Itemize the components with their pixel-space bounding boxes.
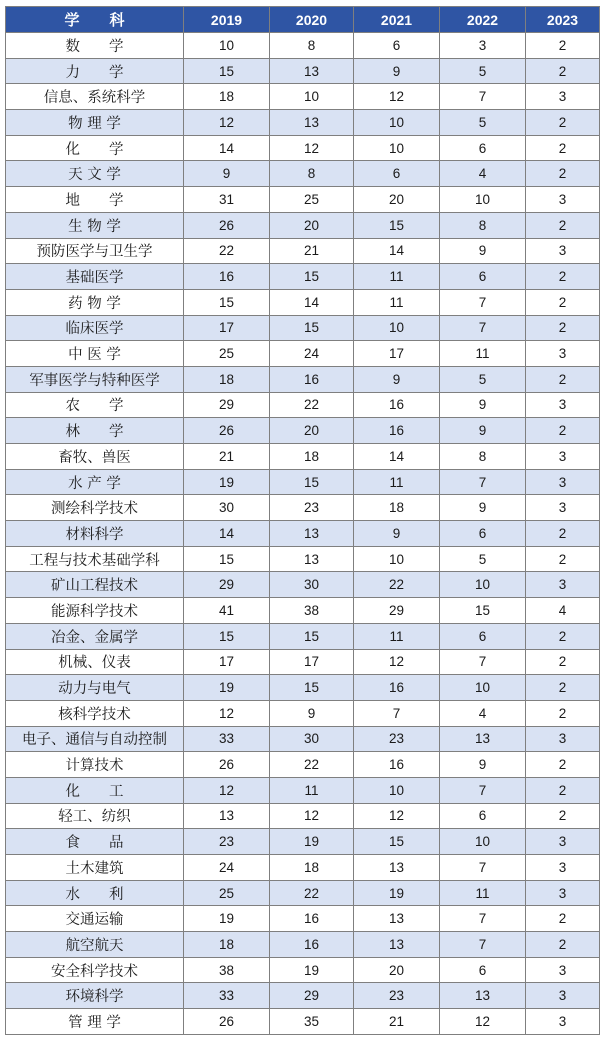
table-row xyxy=(6,444,600,470)
value-2019-cell: 29 xyxy=(184,392,270,418)
value-2022-cell: 7 xyxy=(440,649,526,675)
value-2020-cell: 13 xyxy=(270,546,354,572)
table-row xyxy=(6,906,600,932)
value-2019-cell: 15 xyxy=(184,623,270,649)
subject-cell: 信息、系统科学 xyxy=(6,84,184,110)
value-2022-cell: 7 xyxy=(440,469,526,495)
value-2023-cell: 3 xyxy=(526,855,600,881)
value-2022-cell: 7 xyxy=(440,777,526,803)
value-2020-cell: 15 xyxy=(270,469,354,495)
value-2022-cell: 8 xyxy=(440,444,526,470)
table-row xyxy=(6,932,600,958)
value-2019-cell: 14 xyxy=(184,135,270,161)
table-row xyxy=(6,135,600,161)
value-2023-cell: 2 xyxy=(526,752,600,778)
table-body xyxy=(6,33,600,1035)
value-2020-cell: 22 xyxy=(270,752,354,778)
table-row xyxy=(6,289,600,315)
table-row xyxy=(6,161,600,187)
value-2023-cell: 2 xyxy=(526,546,600,572)
subject-cell: 材料科学 xyxy=(6,521,184,547)
value-2020-cell: 19 xyxy=(270,957,354,983)
value-2023-cell: 3 xyxy=(526,1009,600,1035)
value-2023-cell: 2 xyxy=(526,418,600,444)
value-2020-cell: 29 xyxy=(270,983,354,1009)
value-2023-cell: 2 xyxy=(526,161,600,187)
value-2022-cell: 7 xyxy=(440,932,526,958)
value-2021-cell: 29 xyxy=(354,598,440,624)
value-2022-cell: 4 xyxy=(440,700,526,726)
value-2021-cell: 11 xyxy=(354,469,440,495)
value-2020-cell: 22 xyxy=(270,880,354,906)
subject-cell: 食 品 xyxy=(6,829,184,855)
table-row xyxy=(6,623,600,649)
value-2021-cell: 14 xyxy=(354,444,440,470)
value-2019-cell: 30 xyxy=(184,495,270,521)
subject-cell: 水 利 xyxy=(6,880,184,906)
value-2021-cell: 16 xyxy=(354,418,440,444)
value-2022-cell: 13 xyxy=(440,726,526,752)
value-2023-cell: 2 xyxy=(526,315,600,341)
value-2020-cell: 38 xyxy=(270,598,354,624)
value-2022-cell: 7 xyxy=(440,289,526,315)
value-2019-cell: 26 xyxy=(184,752,270,778)
value-2021-cell: 10 xyxy=(354,315,440,341)
value-2022-cell: 6 xyxy=(440,803,526,829)
value-2022-cell: 6 xyxy=(440,623,526,649)
value-2022-cell: 10 xyxy=(440,675,526,701)
value-2020-cell: 8 xyxy=(270,33,354,59)
table-row xyxy=(6,469,600,495)
value-2019-cell: 18 xyxy=(184,366,270,392)
value-2019-cell: 12 xyxy=(184,777,270,803)
value-2020-cell: 13 xyxy=(270,58,354,84)
value-2021-cell: 10 xyxy=(354,546,440,572)
value-2021-cell: 12 xyxy=(354,84,440,110)
value-2023-cell: 3 xyxy=(526,238,600,264)
subject-cell: 生 物 学 xyxy=(6,212,184,238)
value-2021-cell: 20 xyxy=(354,957,440,983)
value-2023-cell: 2 xyxy=(526,803,600,829)
value-2021-cell: 18 xyxy=(354,495,440,521)
subject-cell: 基础医学 xyxy=(6,264,184,290)
value-2020-cell: 15 xyxy=(270,623,354,649)
value-2019-cell: 9 xyxy=(184,161,270,187)
value-2022-cell: 9 xyxy=(440,238,526,264)
value-2022-cell: 13 xyxy=(440,983,526,1009)
value-2020-cell: 25 xyxy=(270,187,354,213)
table-row xyxy=(6,803,600,829)
table-row xyxy=(6,957,600,983)
column-header-2023: 2023 xyxy=(526,7,600,33)
value-2021-cell: 16 xyxy=(354,675,440,701)
value-2023-cell: 3 xyxy=(526,469,600,495)
subject-cell: 天 文 学 xyxy=(6,161,184,187)
value-2020-cell: 14 xyxy=(270,289,354,315)
value-2020-cell: 35 xyxy=(270,1009,354,1035)
value-2021-cell: 20 xyxy=(354,187,440,213)
value-2019-cell: 25 xyxy=(184,880,270,906)
table-row xyxy=(6,829,600,855)
value-2020-cell: 15 xyxy=(270,315,354,341)
value-2019-cell: 23 xyxy=(184,829,270,855)
value-2019-cell: 24 xyxy=(184,855,270,881)
table-row xyxy=(6,880,600,906)
value-2019-cell: 18 xyxy=(184,84,270,110)
value-2023-cell: 2 xyxy=(526,212,600,238)
table-row xyxy=(6,572,600,598)
table-row xyxy=(6,598,600,624)
value-2020-cell: 12 xyxy=(270,135,354,161)
subject-cell: 安全科学技术 xyxy=(6,957,184,983)
value-2019-cell: 12 xyxy=(184,110,270,136)
value-2021-cell: 10 xyxy=(354,135,440,161)
value-2019-cell: 15 xyxy=(184,289,270,315)
value-2019-cell: 17 xyxy=(184,315,270,341)
table-row xyxy=(6,366,600,392)
value-2021-cell: 11 xyxy=(354,264,440,290)
value-2021-cell: 11 xyxy=(354,623,440,649)
table-row xyxy=(6,315,600,341)
value-2022-cell: 7 xyxy=(440,855,526,881)
table-row xyxy=(6,700,600,726)
value-2019-cell: 26 xyxy=(184,418,270,444)
value-2023-cell: 3 xyxy=(526,84,600,110)
value-2020-cell: 19 xyxy=(270,829,354,855)
subject-cell: 交通运输 xyxy=(6,906,184,932)
value-2023-cell: 2 xyxy=(526,700,600,726)
table-row xyxy=(6,1009,600,1035)
subject-cell: 水 产 学 xyxy=(6,469,184,495)
value-2023-cell: 2 xyxy=(526,110,600,136)
value-2020-cell: 15 xyxy=(270,675,354,701)
subject-cell: 核科学技术 xyxy=(6,700,184,726)
subject-cell: 化 工 xyxy=(6,777,184,803)
subject-cell: 临床医学 xyxy=(6,315,184,341)
table-row xyxy=(6,212,600,238)
table-row xyxy=(6,187,600,213)
value-2022-cell: 5 xyxy=(440,58,526,84)
value-2023-cell: 2 xyxy=(526,264,600,290)
value-2020-cell: 24 xyxy=(270,341,354,367)
value-2021-cell: 7 xyxy=(354,700,440,726)
value-2023-cell: 2 xyxy=(526,289,600,315)
value-2023-cell: 3 xyxy=(526,726,600,752)
value-2022-cell: 5 xyxy=(440,110,526,136)
value-2020-cell: 17 xyxy=(270,649,354,675)
value-2020-cell: 12 xyxy=(270,803,354,829)
subject-cell: 管 理 学 xyxy=(6,1009,184,1035)
value-2020-cell: 16 xyxy=(270,366,354,392)
subject-cell: 矿山工程技术 xyxy=(6,572,184,598)
value-2019-cell: 19 xyxy=(184,469,270,495)
value-2019-cell: 17 xyxy=(184,649,270,675)
subject-cell: 化 学 xyxy=(6,135,184,161)
value-2022-cell: 5 xyxy=(440,366,526,392)
value-2019-cell: 33 xyxy=(184,983,270,1009)
value-2023-cell: 2 xyxy=(526,932,600,958)
column-header-2019: 2019 xyxy=(184,7,270,33)
value-2019-cell: 15 xyxy=(184,546,270,572)
value-2023-cell: 3 xyxy=(526,957,600,983)
subject-cell: 电子、通信与自动控制 xyxy=(6,726,184,752)
value-2022-cell: 6 xyxy=(440,957,526,983)
value-2021-cell: 11 xyxy=(354,289,440,315)
table-row xyxy=(6,418,600,444)
value-2022-cell: 10 xyxy=(440,829,526,855)
subject-cell: 军事医学与特种医学 xyxy=(6,366,184,392)
value-2022-cell: 15 xyxy=(440,598,526,624)
table-row xyxy=(6,264,600,290)
value-2021-cell: 17 xyxy=(354,341,440,367)
value-2021-cell: 15 xyxy=(354,829,440,855)
value-2019-cell: 26 xyxy=(184,1009,270,1035)
value-2023-cell: 3 xyxy=(526,341,600,367)
value-2019-cell: 38 xyxy=(184,957,270,983)
value-2022-cell: 6 xyxy=(440,521,526,547)
table-row xyxy=(6,341,600,367)
table-row xyxy=(6,521,600,547)
value-2023-cell: 3 xyxy=(526,572,600,598)
value-2019-cell: 33 xyxy=(184,726,270,752)
value-2021-cell: 10 xyxy=(354,777,440,803)
value-2020-cell: 21 xyxy=(270,238,354,264)
value-2023-cell: 4 xyxy=(526,598,600,624)
value-2022-cell: 9 xyxy=(440,418,526,444)
value-2022-cell: 9 xyxy=(440,752,526,778)
value-2019-cell: 26 xyxy=(184,212,270,238)
value-2020-cell: 9 xyxy=(270,700,354,726)
value-2020-cell: 15 xyxy=(270,264,354,290)
value-2019-cell: 41 xyxy=(184,598,270,624)
value-2020-cell: 16 xyxy=(270,932,354,958)
value-2021-cell: 22 xyxy=(354,572,440,598)
value-2022-cell: 8 xyxy=(440,212,526,238)
value-2020-cell: 18 xyxy=(270,444,354,470)
value-2023-cell: 2 xyxy=(526,521,600,547)
subject-cell: 预防医学与卫生学 xyxy=(6,238,184,264)
table-row xyxy=(6,649,600,675)
value-2019-cell: 25 xyxy=(184,341,270,367)
table-row xyxy=(6,84,600,110)
subject-cell: 冶金、金属学 xyxy=(6,623,184,649)
subject-cell: 测绘科学技术 xyxy=(6,495,184,521)
column-header-2020: 2020 xyxy=(270,7,354,33)
subject-cell: 物 理 学 xyxy=(6,110,184,136)
subject-cell: 土木建筑 xyxy=(6,855,184,881)
value-2021-cell: 15 xyxy=(354,212,440,238)
value-2019-cell: 16 xyxy=(184,264,270,290)
subject-cell: 航空航天 xyxy=(6,932,184,958)
subject-cell: 动力与电气 xyxy=(6,675,184,701)
value-2021-cell: 13 xyxy=(354,906,440,932)
table-row xyxy=(6,752,600,778)
value-2020-cell: 8 xyxy=(270,161,354,187)
subject-cell: 机械、仪表 xyxy=(6,649,184,675)
value-2019-cell: 31 xyxy=(184,187,270,213)
table-row xyxy=(6,495,600,521)
value-2020-cell: 30 xyxy=(270,572,354,598)
table-row xyxy=(6,726,600,752)
subject-cell: 农 学 xyxy=(6,392,184,418)
table-row xyxy=(6,777,600,803)
table-row xyxy=(6,58,600,84)
value-2023-cell: 2 xyxy=(526,675,600,701)
value-2021-cell: 12 xyxy=(354,649,440,675)
value-2022-cell: 6 xyxy=(440,264,526,290)
value-2022-cell: 7 xyxy=(440,906,526,932)
value-2021-cell: 21 xyxy=(354,1009,440,1035)
value-2021-cell: 6 xyxy=(354,161,440,187)
value-2020-cell: 20 xyxy=(270,418,354,444)
value-2020-cell: 10 xyxy=(270,84,354,110)
value-2019-cell: 19 xyxy=(184,675,270,701)
subject-cell: 畜牧、兽医 xyxy=(6,444,184,470)
value-2022-cell: 9 xyxy=(440,392,526,418)
table-row xyxy=(6,392,600,418)
value-2021-cell: 13 xyxy=(354,932,440,958)
subject-cell: 中 医 学 xyxy=(6,341,184,367)
value-2023-cell: 2 xyxy=(526,623,600,649)
column-header-2021: 2021 xyxy=(354,7,440,33)
subject-cell: 计算技术 xyxy=(6,752,184,778)
value-2022-cell: 5 xyxy=(440,546,526,572)
value-2022-cell: 10 xyxy=(440,187,526,213)
value-2021-cell: 9 xyxy=(354,521,440,547)
table-row xyxy=(6,855,600,881)
value-2023-cell: 3 xyxy=(526,444,600,470)
value-2023-cell: 3 xyxy=(526,495,600,521)
value-2023-cell: 2 xyxy=(526,777,600,803)
value-2023-cell: 2 xyxy=(526,649,600,675)
value-2020-cell: 23 xyxy=(270,495,354,521)
value-2021-cell: 6 xyxy=(354,33,440,59)
value-2023-cell: 2 xyxy=(526,33,600,59)
value-2019-cell: 21 xyxy=(184,444,270,470)
value-2023-cell: 3 xyxy=(526,187,600,213)
value-2023-cell: 3 xyxy=(526,829,600,855)
value-2022-cell: 11 xyxy=(440,341,526,367)
discipline-year-table xyxy=(5,6,600,1035)
value-2021-cell: 16 xyxy=(354,752,440,778)
table-row xyxy=(6,983,600,1009)
value-2019-cell: 19 xyxy=(184,906,270,932)
value-2019-cell: 12 xyxy=(184,700,270,726)
value-2019-cell: 14 xyxy=(184,521,270,547)
value-2021-cell: 10 xyxy=(354,110,440,136)
value-2021-cell: 13 xyxy=(354,855,440,881)
value-2020-cell: 13 xyxy=(270,521,354,547)
value-2020-cell: 30 xyxy=(270,726,354,752)
value-2019-cell: 18 xyxy=(184,932,270,958)
value-2022-cell: 6 xyxy=(440,135,526,161)
value-2021-cell: 12 xyxy=(354,803,440,829)
subject-cell: 数 学 xyxy=(6,33,184,59)
value-2022-cell: 10 xyxy=(440,572,526,598)
value-2020-cell: 20 xyxy=(270,212,354,238)
value-2021-cell: 9 xyxy=(354,366,440,392)
value-2020-cell: 11 xyxy=(270,777,354,803)
value-2022-cell: 3 xyxy=(440,33,526,59)
column-header-2022: 2022 xyxy=(440,7,526,33)
table-row xyxy=(6,238,600,264)
subject-cell: 轻工、纺织 xyxy=(6,803,184,829)
value-2021-cell: 19 xyxy=(354,880,440,906)
value-2019-cell: 10 xyxy=(184,33,270,59)
value-2021-cell: 14 xyxy=(354,238,440,264)
value-2023-cell: 2 xyxy=(526,906,600,932)
subject-cell: 环境科学 xyxy=(6,983,184,1009)
value-2023-cell: 3 xyxy=(526,983,600,1009)
value-2021-cell: 9 xyxy=(354,58,440,84)
value-2022-cell: 7 xyxy=(440,315,526,341)
column-header-subject: 学 科 xyxy=(6,7,184,33)
value-2021-cell: 23 xyxy=(354,726,440,752)
table-row xyxy=(6,546,600,572)
value-2020-cell: 16 xyxy=(270,906,354,932)
value-2021-cell: 23 xyxy=(354,983,440,1009)
value-2020-cell: 22 xyxy=(270,392,354,418)
subject-cell: 林 学 xyxy=(6,418,184,444)
value-2019-cell: 22 xyxy=(184,238,270,264)
value-2022-cell: 9 xyxy=(440,495,526,521)
value-2021-cell: 16 xyxy=(354,392,440,418)
table-row xyxy=(6,33,600,59)
table-header xyxy=(6,7,600,33)
value-2023-cell: 3 xyxy=(526,392,600,418)
value-2023-cell: 3 xyxy=(526,880,600,906)
subject-cell: 工程与技术基础学科 xyxy=(6,546,184,572)
value-2020-cell: 18 xyxy=(270,855,354,881)
table-container xyxy=(5,6,600,1035)
value-2022-cell: 12 xyxy=(440,1009,526,1035)
value-2022-cell: 7 xyxy=(440,84,526,110)
subject-cell: 能源科学技术 xyxy=(6,598,184,624)
header-row xyxy=(6,7,600,33)
value-2020-cell: 13 xyxy=(270,110,354,136)
value-2023-cell: 2 xyxy=(526,58,600,84)
value-2023-cell: 2 xyxy=(526,366,600,392)
value-2022-cell: 4 xyxy=(440,161,526,187)
table-row xyxy=(6,110,600,136)
value-2019-cell: 13 xyxy=(184,803,270,829)
subject-cell: 药 物 学 xyxy=(6,289,184,315)
value-2019-cell: 15 xyxy=(184,58,270,84)
subject-cell: 地 学 xyxy=(6,187,184,213)
value-2019-cell: 29 xyxy=(184,572,270,598)
value-2022-cell: 11 xyxy=(440,880,526,906)
subject-cell: 力 学 xyxy=(6,58,184,84)
value-2023-cell: 2 xyxy=(526,135,600,161)
table-row xyxy=(6,675,600,701)
